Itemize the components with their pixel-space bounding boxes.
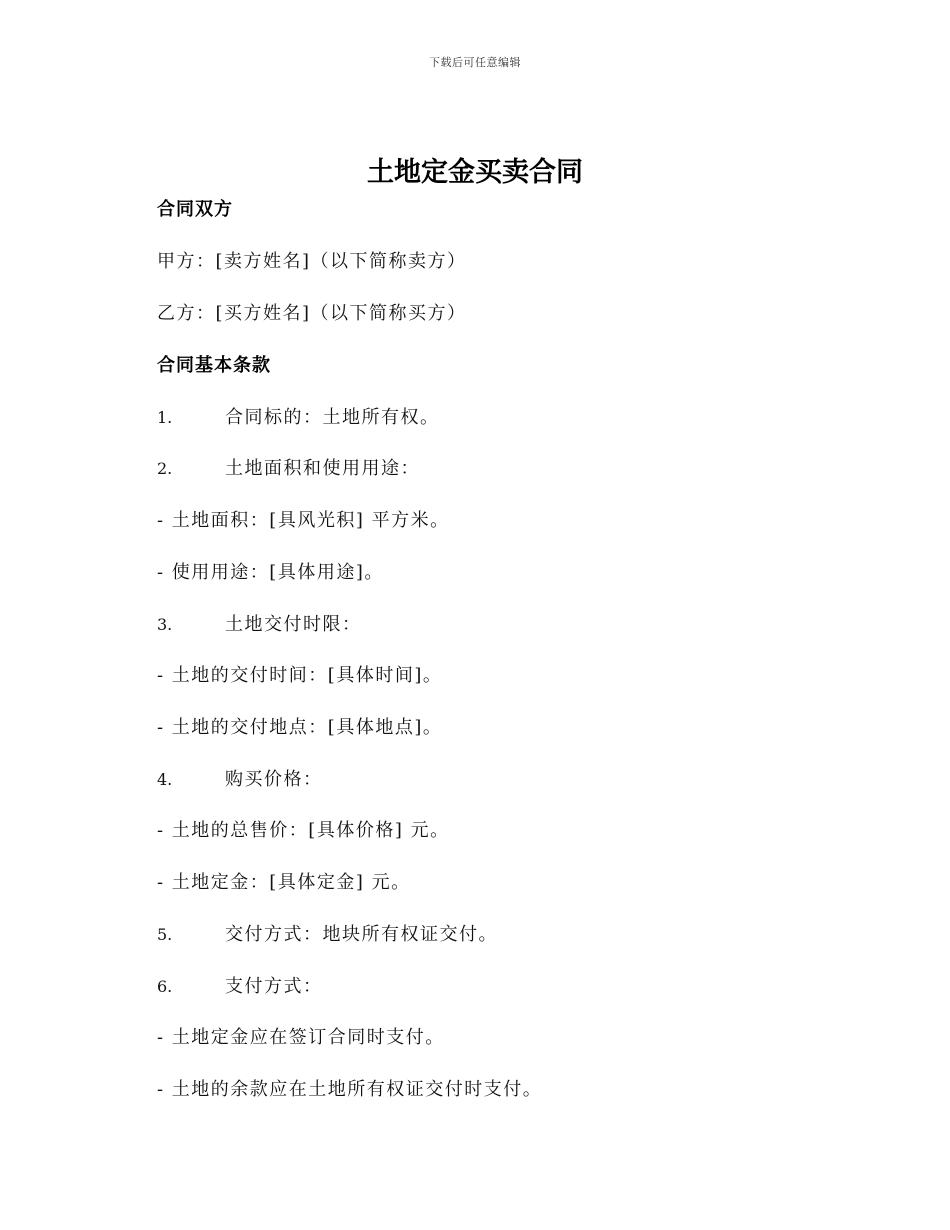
clause-4-total-price: - 土地的总售价：[具体价格] 元。 [157,820,450,841]
clause-text: 购买价格： [225,769,323,790]
section-heading-parties: 合同双方 [157,199,233,220]
clause-number: 1. [157,408,173,427]
clause-2-land-area: - 土地面积：[具风光积] 平方米。 [157,510,450,531]
clause-3 [157,613,362,637]
clause-text: 土地面积和使用用途： [225,458,420,479]
clause-number: 2. [157,459,173,478]
clause-text: 合同标的：土地所有权。 [225,407,440,428]
clause-6 [157,975,323,999]
clause-number: 5. [157,925,173,944]
clause-1 [157,406,440,430]
party-b-line: 乙方：[买方姓名]（以下简称买方） [157,303,467,324]
clause-text: 支付方式： [225,976,323,997]
clause-2 [157,457,420,481]
clause-number: 3. [157,615,173,634]
clause-2-land-use: - 使用用途：[具体用途]。 [157,562,384,583]
document-title: 土地定金买卖合同 [367,157,583,188]
clause-text: 土地交付时限： [225,614,362,635]
header-note: 下载后可任意编辑 [429,56,521,69]
clause-number: 4. [157,770,173,789]
clause-number: 6. [157,977,173,996]
clause-text: 交付方式：地块所有权证交付。 [225,924,498,945]
clause-6-balance-payment: - 土地的余款应在土地所有权证交付时支付。 [157,1079,543,1100]
clause-3-delivery-place: - 土地的交付地点：[具体地点]。 [157,717,443,738]
clause-6-deposit-payment: - 土地定金应在签订合同时支付。 [157,1027,445,1048]
party-a-line: 甲方：[卖方姓名]（以下简称卖方） [157,251,467,272]
section-heading-terms: 合同基本条款 [157,355,271,376]
clause-4 [157,768,323,792]
clause-5 [157,923,498,947]
clause-3-delivery-time: - 土地的交付时间：[具体时间]。 [157,665,443,686]
clause-4-deposit: - 土地定金：[具体定金] 元。 [157,872,411,893]
